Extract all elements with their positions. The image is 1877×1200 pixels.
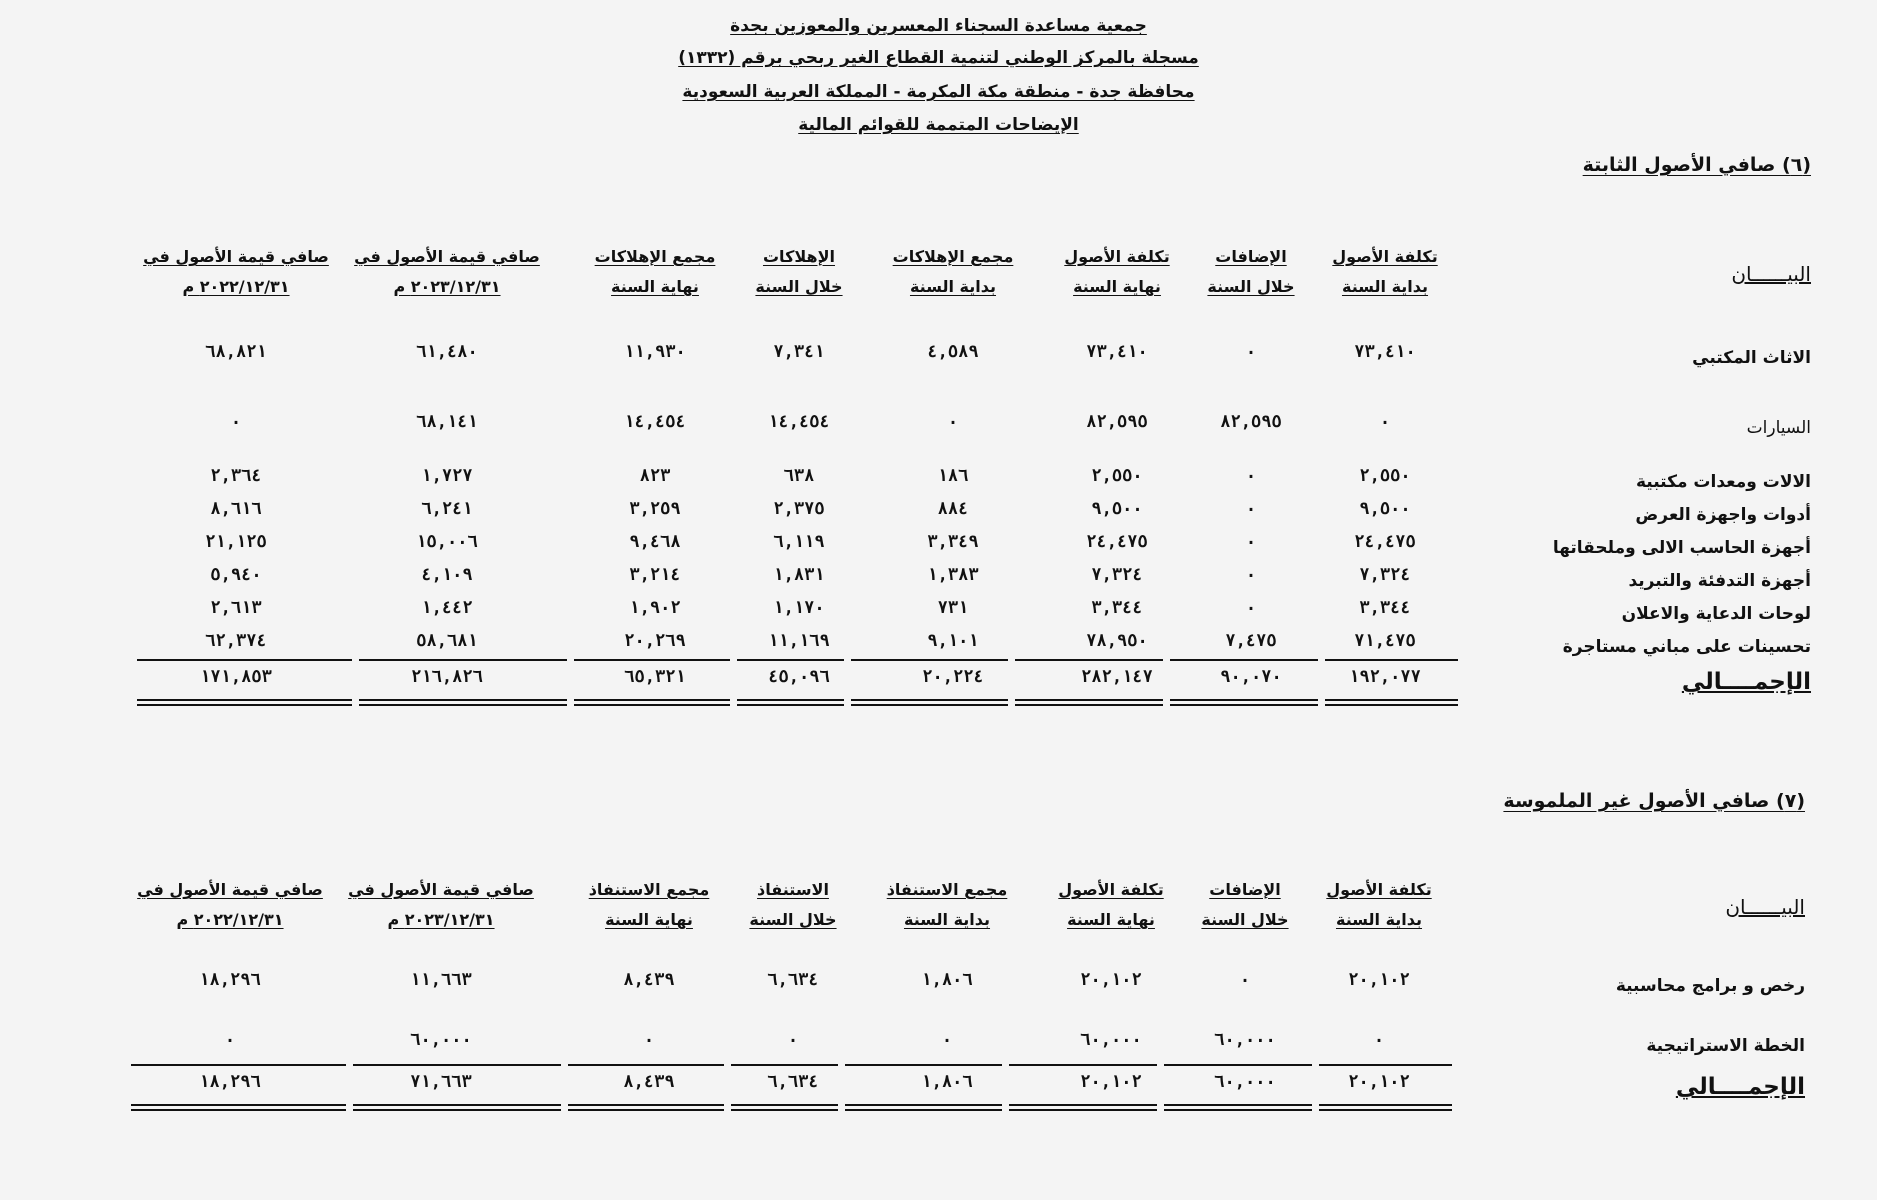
total-double-rule: [1009, 1104, 1157, 1111]
table-cell: ٦٨,١٤١: [416, 412, 478, 432]
table-cell: ١,٣٨٣: [927, 565, 979, 585]
table-cell: ٨٨٤: [937, 499, 969, 519]
column-header-line1: الإهلاكات: [762, 247, 836, 266]
table-cell: ٧٨,٩٥٠: [1086, 631, 1148, 651]
column-rule: [1325, 659, 1458, 661]
total-double-rule: [851, 699, 1008, 706]
row-label: الخطة الاستراتيجية: [1646, 1036, 1805, 1056]
total-double-rule: [568, 1104, 724, 1111]
label-column-header: البيــــــان: [1725, 895, 1805, 919]
column-header-line2: ٢٠٢٢/١٢/٣١ م: [176, 910, 284, 929]
table-cell: ٧٣١: [937, 598, 969, 618]
total-cell: ٧١,٦٦٣: [410, 1072, 472, 1092]
table-cell: ٠: [1379, 412, 1391, 432]
table-cell: ٢٤,٤٧٥: [1354, 532, 1416, 552]
table-cell: ٦٨,٨٢١: [205, 342, 267, 362]
table-cell: ٥٨,٦٨١: [416, 631, 478, 651]
column-header-line2: نهاية السنة: [1073, 277, 1161, 296]
table-cell: ١٨,٢٩٦: [199, 970, 261, 990]
table-cell: ٦١,٤٨٠: [416, 342, 478, 362]
table-cell: ١٤,٤٥٤: [624, 412, 686, 432]
location-text: محافظة جدة - منطقة مكة المكرمة - المملكة العربية السعودية: [682, 82, 1195, 102]
column-header-line1: الإضافات: [1215, 247, 1287, 266]
column-header-line1: صافي قيمة الأصول في: [354, 247, 540, 266]
column-header-line1: مجمع الإهلاكات: [594, 247, 716, 266]
table-cell: ١,٤٤٢: [421, 598, 473, 618]
table-cell: ٢٠,١٠٢: [1348, 970, 1410, 990]
total-cell: ١٧١,٨٥٣: [200, 667, 272, 687]
column-header-line2: خلال السنة: [1201, 910, 1289, 929]
table-cell: ٩,٥٠٠: [1091, 499, 1143, 519]
column-header: [589, 875, 710, 935]
table-cell: ٠: [224, 1030, 236, 1050]
column-header-line1: تكلفة الأصول: [1326, 880, 1432, 899]
table-cell: ١٨٦: [937, 466, 969, 486]
total-double-rule: [353, 1104, 561, 1111]
table-cell: ١١,٩٣٠: [624, 342, 686, 362]
total-double-rule: [845, 1104, 1002, 1111]
total-cell: ٢٠,٢٢٤: [922, 667, 984, 687]
table-cell: ٦٠,٠٠٠: [1214, 1030, 1276, 1050]
column-header: [1207, 242, 1294, 302]
column-header-line2: ٢٠٢٣/١٢/٣١ م: [393, 277, 501, 296]
column-header: [595, 242, 716, 302]
column-rule: [1009, 1064, 1157, 1066]
table-cell: ٨,٤٣٩: [623, 970, 675, 990]
table-cell: ١,٨٠٦: [921, 970, 973, 990]
total-label: الإجمــــالي: [1681, 669, 1811, 695]
column-header-line2: ٢٠٢٢/١٢/٣١ م: [182, 277, 290, 296]
table-cell: ٢٠,١٠٢: [1080, 970, 1142, 990]
column-header-line2: ٢٠٢٣/١٢/٣١ م: [387, 910, 495, 929]
table-cell: ٣,٣٤٩: [927, 532, 979, 552]
column-rule: [1170, 659, 1318, 661]
total-double-rule: [1319, 1104, 1452, 1111]
column-header-line1: مجمع الإهلاكات: [892, 247, 1014, 266]
column-header-line2: خلال السنة: [749, 910, 837, 929]
table-cell: ٢,٦١٣: [210, 598, 262, 618]
total-double-rule: [731, 1104, 838, 1111]
table-cell: ٠: [230, 412, 242, 432]
column-header-line1: صافي قيمة الأصول في: [137, 880, 323, 899]
table-cell: ٢٠,٢٦٩: [624, 631, 686, 651]
table-cell: ٣,٣٤٤: [1359, 598, 1411, 618]
column-header: [143, 242, 329, 302]
total-cell: ٢٠,١٠٢: [1348, 1072, 1410, 1092]
row-label: السيارات: [1746, 418, 1811, 438]
table-cell: ١٤,٤٥٤: [768, 412, 830, 432]
fixed-assets-title: (٦) صافي الأصول الثابتة: [1582, 154, 1811, 176]
total-cell: ١,٨٠٦: [921, 1072, 973, 1092]
row-label: الالات ومعدات مكتبية: [1635, 472, 1811, 492]
column-header-line1: تكلفة الأصول: [1058, 880, 1164, 899]
table-cell: ٠: [1239, 970, 1251, 990]
table-cell: ٢,٥٥٠: [1091, 466, 1143, 486]
document-title: [0, 115, 1877, 135]
column-header: [749, 875, 836, 935]
total-double-rule: [1325, 699, 1458, 706]
column-header: [887, 875, 1008, 935]
column-rule: [353, 1064, 561, 1066]
table-cell: ٠: [1245, 532, 1257, 552]
total-label: الإجمــــالي: [1675, 1074, 1805, 1100]
column-header-line2: نهاية السنة: [1067, 910, 1155, 929]
table-cell: ٤,١٠٩: [421, 565, 473, 585]
row-label: لوحات الدعاية والاعلان: [1621, 604, 1811, 624]
registration-line: [0, 48, 1877, 68]
intangible-assets-title: (٧) صافي الأصول غير الملموسة: [1503, 790, 1805, 812]
total-cell: ٤٥,٠٩٦: [768, 667, 830, 687]
column-rule: [568, 1064, 724, 1066]
table-cell: ٣,٣٤٤: [1091, 598, 1143, 618]
row-label: الاثاث المكتبي: [1692, 348, 1811, 368]
column-header-line1: الاستنفاذ: [757, 880, 829, 899]
org-name-text: جمعية مساعدة السجناء المعسرين والمعوزين بجدة: [730, 16, 1147, 36]
column-header-line2: خلال السنة: [1207, 277, 1295, 296]
label-column-header: البيــــــان: [1731, 262, 1811, 286]
column-rule: [574, 659, 730, 661]
table-cell: ٧,٣٢٤: [1359, 565, 1411, 585]
column-header: [354, 242, 540, 302]
table-cell: ٢١,١٢٥: [205, 532, 267, 552]
table-cell: ٢٤,٤٧٥: [1086, 532, 1148, 552]
column-header-line2: نهاية السنة: [605, 910, 693, 929]
column-header-line1: تكلفة الأصول: [1332, 247, 1438, 266]
table-cell: ٥,٩٤٠: [210, 565, 262, 585]
table-cell: ٣,٢٥٩: [629, 499, 681, 519]
org-name: [0, 16, 1877, 36]
table-cell: ٧٣,٤١٠: [1086, 342, 1148, 362]
table-cell: ٠: [787, 1030, 799, 1050]
table-cell: ٦,١١٩: [773, 532, 825, 552]
column-header-line2: بداية السنة: [1341, 277, 1429, 296]
table-cell: ٤,٥٨٩: [927, 342, 979, 362]
table-cell: ٠: [1245, 565, 1257, 585]
total-cell: ٩٠,٠٧٠: [1220, 667, 1282, 687]
table-cell: ٠: [947, 412, 959, 432]
column-header-line2: بداية السنة: [1335, 910, 1423, 929]
column-header: [1201, 875, 1288, 935]
column-rule: [1164, 1064, 1312, 1066]
document-title-text: الإيضاحات المتممة للقوائم المالية: [798, 115, 1079, 135]
table-cell: ٨٢٣: [639, 466, 671, 486]
total-cell: ٦٥,٣٢١: [624, 667, 686, 687]
total-double-rule: [737, 699, 844, 706]
table-cell: ٦,٦٣٤: [767, 970, 819, 990]
total-cell: ١٨,٢٩٦: [199, 1072, 261, 1092]
column-header-line1: صافي قيمة الأصول في: [143, 247, 329, 266]
column-header-line1: صافي قيمة الأصول في: [348, 880, 534, 899]
column-header-line2: خلال السنة: [755, 277, 843, 296]
table-cell: ٨٢,٥٩٥: [1220, 412, 1282, 432]
column-header-line1: مجمع الاستنفاذ: [886, 880, 1008, 899]
total-double-rule: [1164, 1104, 1312, 1111]
column-rule: [737, 659, 844, 661]
column-rule: [731, 1064, 838, 1066]
total-double-rule: [131, 1104, 346, 1111]
table-cell: ٠: [1245, 342, 1257, 362]
total-double-rule: [1170, 699, 1318, 706]
row-label: أجهزة التدفئة والتبريد: [1628, 571, 1811, 591]
total-cell: ٢١٦,٨٢٦: [411, 667, 483, 687]
table-cell: ٠: [1245, 499, 1257, 519]
table-cell: ٦٠,٠٠٠: [410, 1030, 472, 1050]
column-header-line1: تكلفة الأصول: [1064, 247, 1170, 266]
column-header: [1332, 242, 1437, 302]
table-cell: ٩,٥٠٠: [1359, 499, 1411, 519]
total-cell: ٦٠,٠٠٠: [1214, 1072, 1276, 1092]
table-cell: ٢,٣٧٥: [773, 499, 825, 519]
total-cell: ٢٨٢,١٤٧: [1081, 667, 1153, 687]
total-cell: ١٩٢,٠٧٧: [1349, 667, 1421, 687]
table-cell: ٠: [1245, 598, 1257, 618]
table-cell: ٧,٤٧٥: [1225, 631, 1277, 651]
column-header-line2: بداية السنة: [909, 277, 997, 296]
table-cell: ٩,٤٦٨: [629, 532, 681, 552]
total-double-rule: [1015, 699, 1163, 706]
row-label: أدوات واجهزة العرض: [1635, 505, 1811, 525]
table-cell: ٦٢,٣٧٤: [205, 631, 267, 651]
table-cell: ١١,١٦٩: [768, 631, 830, 651]
location-line: [0, 82, 1877, 102]
column-rule: [1319, 1064, 1452, 1066]
table-cell: ٠: [1373, 1030, 1385, 1050]
column-header-line2: بداية السنة: [903, 910, 991, 929]
table-cell: ٢,٥٥٠: [1359, 466, 1411, 486]
column-header-line2: نهاية السنة: [611, 277, 699, 296]
table-cell: ٧٣,٤١٠: [1354, 342, 1416, 362]
column-rule: [1015, 659, 1163, 661]
table-cell: ٨٢,٥٩٥: [1086, 412, 1148, 432]
table-cell: ٨,٦١٦: [210, 499, 262, 519]
table-cell: ٢,٣٦٤: [210, 466, 262, 486]
table-cell: ٦٠,٠٠٠: [1080, 1030, 1142, 1050]
column-rule: [359, 659, 567, 661]
total-cell: ٢٠,١٠٢: [1080, 1072, 1142, 1092]
column-header: [755, 242, 842, 302]
table-cell: ٣,٢١٤: [629, 565, 681, 585]
column-header: [1064, 242, 1169, 302]
column-rule: [131, 1064, 346, 1066]
table-cell: ٠: [1245, 466, 1257, 486]
column-header-line1: الإضافات: [1209, 880, 1281, 899]
column-header: [348, 875, 534, 935]
table-cell: ١,٩٠٢: [629, 598, 681, 618]
column-header: [1326, 875, 1431, 935]
column-rule: [851, 659, 1008, 661]
table-cell: ١,٧٢٧: [421, 466, 473, 486]
row-label: تحسينات على مباني مستاجرة: [1562, 637, 1811, 657]
row-label: أجهزة الحاسب الالى وملحقاتها: [1552, 538, 1811, 558]
table-cell: ٠: [643, 1030, 655, 1050]
table-cell: ١٥,٠٠٦: [416, 532, 478, 552]
table-cell: ١,٨٣١: [773, 565, 825, 585]
column-rule: [845, 1064, 1002, 1066]
table-cell: ٦٣٨: [783, 466, 815, 486]
total-double-rule: [137, 699, 352, 706]
total-double-rule: [574, 699, 730, 706]
total-cell: ٦,٦٣٤: [767, 1072, 819, 1092]
total-cell: ٨,٤٣٩: [623, 1072, 675, 1092]
column-rule: [137, 659, 352, 661]
table-cell: ٧,٣٢٤: [1091, 565, 1143, 585]
table-cell: ١,١٧٠: [773, 598, 825, 618]
table-cell: ١١,٦٦٣: [410, 970, 472, 990]
table-cell: ٩,١٠١: [927, 631, 979, 651]
column-header: [137, 875, 323, 935]
registration-text: مسجلة بالمركز الوطني لتنمية القطاع الغير ربحي برقم (١٣٣٢): [678, 48, 1199, 68]
table-cell: ٠: [941, 1030, 953, 1050]
column-header: [893, 242, 1014, 302]
total-double-rule: [359, 699, 567, 706]
column-header: [1058, 875, 1163, 935]
table-cell: ٦,٢٤١: [421, 499, 473, 519]
table-cell: ٧,٣٤١: [773, 342, 825, 362]
column-header-line1: مجمع الاستنفاذ: [588, 880, 710, 899]
row-label: رخص و برامج محاسبية: [1615, 976, 1805, 996]
table-cell: ٧١,٤٧٥: [1354, 631, 1416, 651]
